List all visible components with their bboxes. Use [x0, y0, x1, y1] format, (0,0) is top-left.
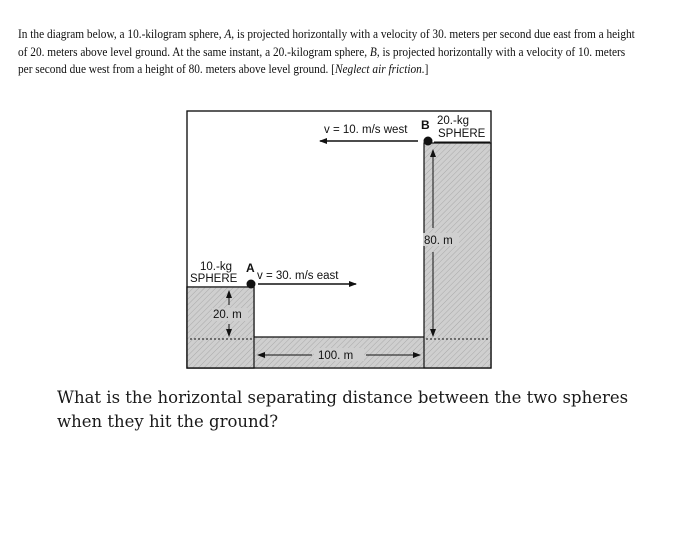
intro-text: B: [369, 44, 377, 59]
intro-text: of 20. meters above level ground. At the same instant, a 20.-kilogram sphere,: [18, 44, 370, 59]
question-text: [57, 386, 677, 434]
sphere-b-mass-label: 20.-kg: [437, 115, 469, 127]
velocity-a-label: v = 30. m/s east: [257, 270, 339, 282]
sphere-b: [424, 137, 433, 146]
intro-text: Neglect air friction.: [334, 62, 425, 76]
height-b-label: 80. m: [424, 235, 453, 247]
intro-text: A: [224, 27, 232, 41]
velocity-b-label: v = 10. m/s west: [324, 124, 408, 136]
cliff-b: [424, 143, 491, 368]
question-line: What is the horizontal separating distance between the two spheres: [57, 388, 629, 407]
height-a-label: 20. m: [213, 309, 242, 321]
intro-text: per second due west from a height of 80. meters above level ground. [: [18, 62, 335, 76]
sphere-a: [247, 280, 256, 289]
intro-text: , is projected horizontally with a velocity of 10. meters: [376, 44, 626, 59]
sphere-b-word-label: SPHERE: [438, 128, 486, 140]
intro-text: , is projected horizontally with a velocity of 30. meters per second due east from a height: [231, 27, 635, 41]
intro-text: ]: [424, 62, 429, 76]
sphere-a-mass-label: 10.-kg: [200, 261, 232, 273]
sphere-b-letter: B: [421, 118, 430, 132]
sphere-a-word-label: SPHERE: [190, 273, 238, 285]
question-line: when they hit the ground?: [57, 412, 279, 431]
intro-text: In the diagram below, a 10.-kilogram sphere,: [18, 27, 225, 41]
sphere-a-letter: A: [246, 261, 255, 275]
separation-label: 100. m: [318, 350, 354, 362]
